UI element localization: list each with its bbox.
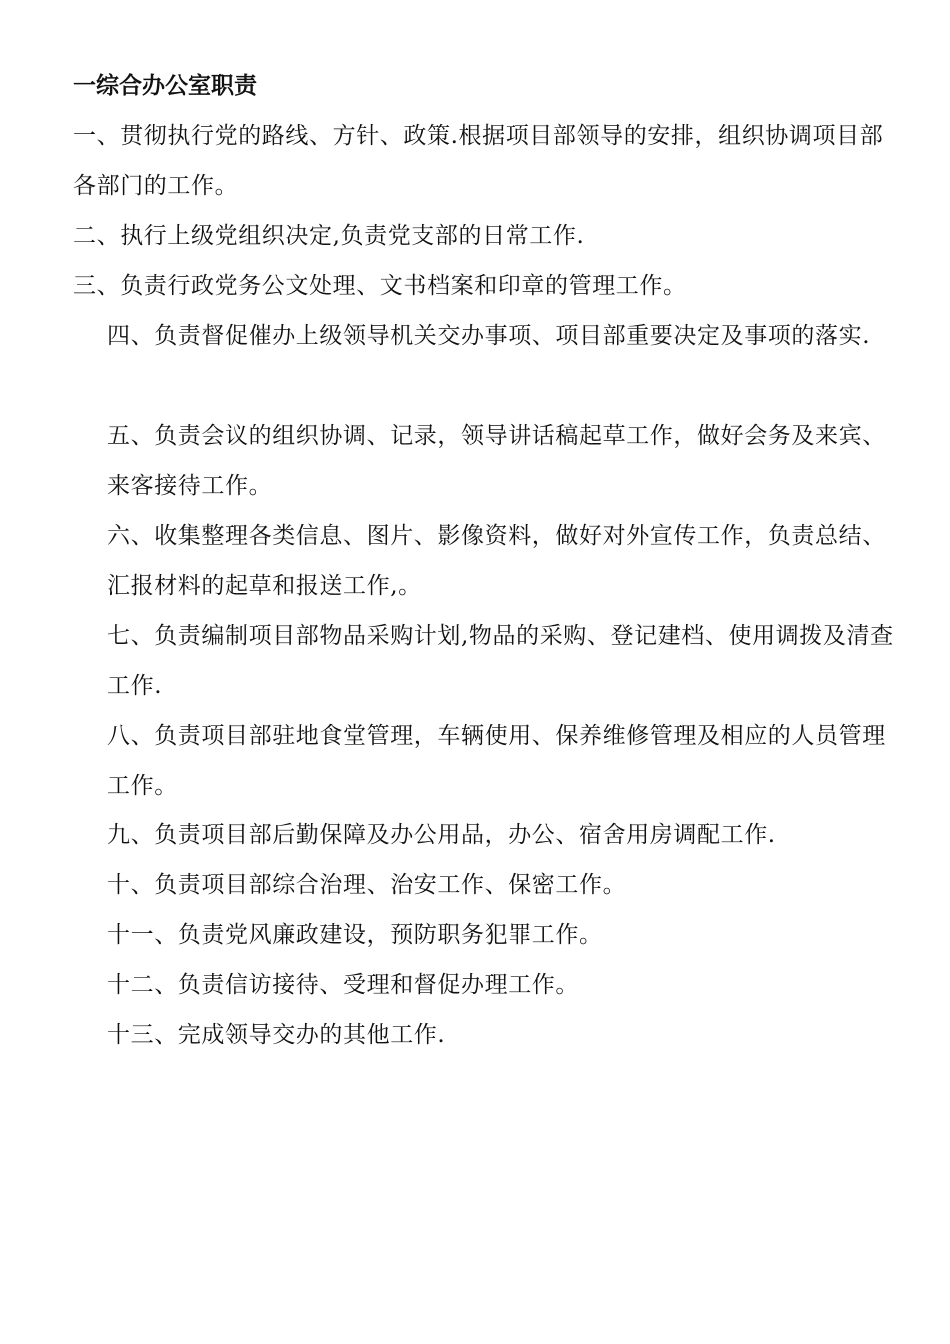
duty-paragraph-6: 六、收集整理各类信息、图片、影像资料，做好对外宣传工作，负责总结、汇报材料的起草和报送工作,。 [107,523,886,599]
duty-paragraph-9: 九、负责项目部后勤保障及办公用品，办公、宿舍用房调配工作. [107,822,776,848]
duty-paragraph-2: 二、执行上级党组织决定,负责党支部的日常工作. [73,223,585,249]
duty-paragraph-1: 一、贯彻执行党的路线、方针、政策.根据项目部领导的安排，组织协调项目部各部门的工作。 [73,123,884,199]
duty-paragraph-13: 十三、完成领导交办的其他工作. [107,1022,446,1048]
duty-paragraph-10: 十、负责项目部综合治理、治安工作、保密工作。 [107,872,627,898]
duty-paragraph-7: 七、负责编制项目部物品采购计划,物品的采购、登记建档、使用调拨及清查工作. [107,623,894,699]
duty-paragraph-3: 三、负责行政党务公文处理、文书档案和印章的管理工作。 [73,273,687,299]
duty-paragraph-4: 四、负责督促催办上级领导机关交办事项、项目部重要决定及事项的落实. [107,323,871,349]
duty-paragraph-12: 十二、负责信访接待、受理和督促办理工作。 [107,972,579,998]
duty-paragraph-11: 十一、负责党风廉政建设，预防职务犯罪工作。 [107,922,603,948]
duty-paragraph-5: 五、负责会议的组织协调、记录，领导讲话稿起草工作，做好会务及来宾、来客接待工作。 [107,423,886,499]
duty-paragraph-8: 八、负责项目部驻地食堂管理，车辆使用、保养维修管理及相应的人员管理工作。 [107,723,886,799]
document-title: 一综合办公室职责 [73,73,257,99]
